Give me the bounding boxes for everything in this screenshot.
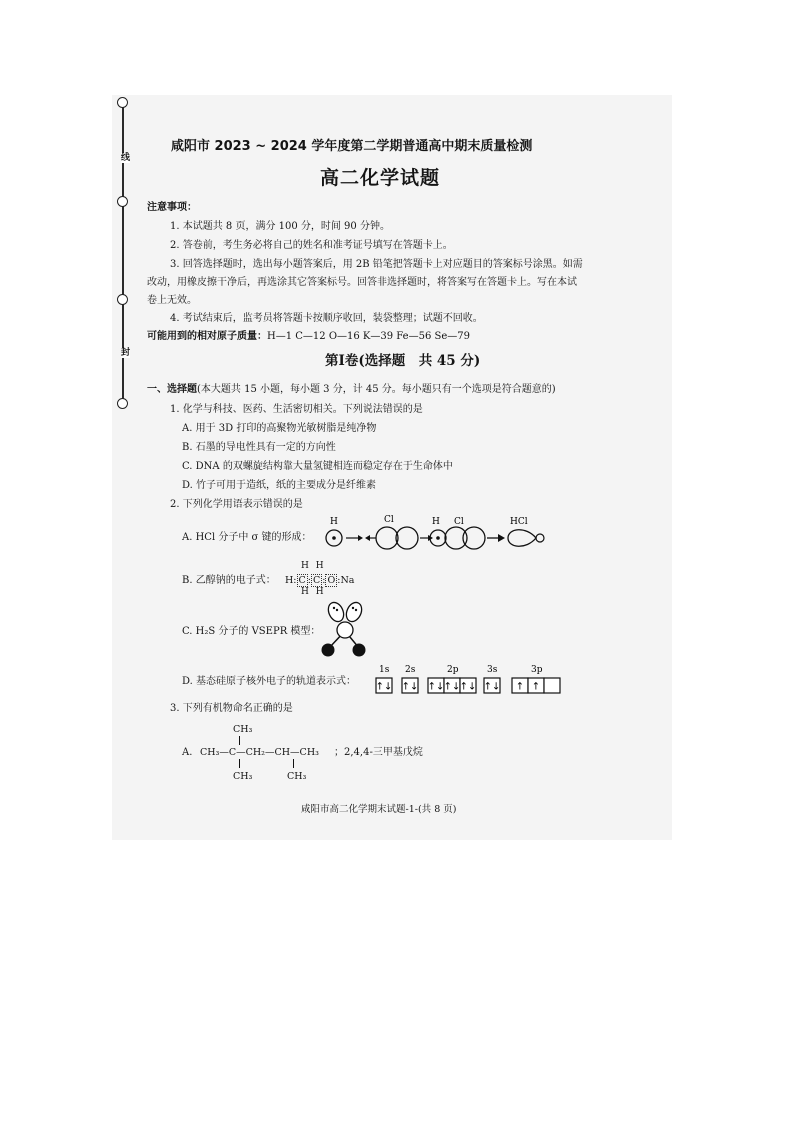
note-3-cont: 改动，用橡皮擦干净后，再选涂其它答案标号。回答非选择题时，将答案写在答题卡上。写在本试 bbox=[147, 277, 577, 288]
h2s-vsepr-model bbox=[318, 600, 374, 660]
q2-option-b: B. 乙醇钠的电子式： bbox=[182, 575, 276, 586]
binding-hole bbox=[117, 97, 128, 108]
nucleus-dot bbox=[332, 536, 336, 540]
note-3: 3. 回答选择题时，选出每小题答案后，用 2B 铅笔把答题卡上对应题目的答案标号涂黑。如需 bbox=[170, 259, 583, 270]
q2-stem: 2. 下列化学用语表示错误的是 bbox=[170, 499, 303, 510]
sodium-ethoxide-formula: H: C : C : O :Na bbox=[285, 575, 355, 586]
label-cl: Cl bbox=[384, 515, 394, 525]
exam-header: 咸阳市 2023 ~ 2024 学年度第二学期普通高中期末质量检测 bbox=[171, 139, 533, 154]
h-atom bbox=[322, 644, 335, 657]
electron-spin: ↑ bbox=[531, 681, 541, 693]
binding-line bbox=[122, 98, 124, 408]
orbital-label: 3s bbox=[487, 665, 498, 675]
binding-mark-seal: 封 bbox=[121, 348, 131, 358]
formula-top-h: H H bbox=[301, 561, 326, 571]
binding-hole bbox=[117, 294, 128, 305]
binding-hole bbox=[117, 196, 128, 207]
q1-option-a: A. 用于 3D 打印的高聚物光敏树脂是纯净物 bbox=[182, 423, 377, 434]
formula-bottom-h: H H bbox=[301, 587, 326, 597]
bond-line bbox=[239, 736, 240, 745]
label-hcl: HCl bbox=[510, 517, 528, 527]
atomic-mass-label: 可能用到的相对原子质量： bbox=[147, 331, 267, 342]
silicon-orbital-diagram bbox=[372, 662, 562, 696]
s-atom bbox=[337, 622, 353, 638]
notes-heading: 注意事项： bbox=[147, 202, 197, 213]
electron-spin: ↑↓ bbox=[427, 681, 445, 693]
section-intro-text: (本大题共 15 小题，每小题 3 分，计 45 分。每小题只有一个选项是符合题意的) bbox=[197, 384, 556, 395]
section-intro bbox=[147, 383, 556, 396]
lone-pair-lobe bbox=[325, 600, 346, 624]
label-h: H bbox=[330, 517, 338, 527]
q3-a-name: ；2,4,4-三甲基戊烷 bbox=[334, 747, 423, 758]
h-atom bbox=[353, 644, 366, 657]
orbital-box bbox=[544, 678, 560, 693]
orbital-label: 2s bbox=[405, 665, 416, 675]
note-1: 1. 本试题共 8 页，满分 100 分，时间 90 分钟。 bbox=[170, 221, 390, 232]
q2-option-d: D. 基态硅原子核外电子的轨道表示式： bbox=[182, 676, 357, 687]
electron-spin: ↑↓ bbox=[375, 681, 393, 693]
q3-option-a-label: A. bbox=[182, 747, 193, 758]
sigma-bond-diagram bbox=[318, 512, 550, 552]
label-h: H bbox=[432, 517, 440, 527]
q1-option-d: D. 竹子可用于造纸，纸的主要成分是纤维素 bbox=[182, 480, 377, 491]
binding-hole bbox=[117, 398, 128, 409]
electron-spin: ↑↓ bbox=[459, 681, 477, 693]
page-footer: 咸阳市高二化学期末试题-1-(共 8 页) bbox=[301, 804, 457, 815]
electron-spin: ↑ bbox=[515, 681, 525, 693]
label-cl: Cl bbox=[454, 517, 464, 527]
note-2: 2. 答卷前，考生务必将自己的姓名和准考证号填写在答题卡上。 bbox=[170, 240, 453, 251]
note-3-end: 卷上无效。 bbox=[147, 295, 197, 306]
q3-stem: 3. 下列有机物命名正确的是 bbox=[170, 703, 293, 714]
binding-mark-line: 线 bbox=[121, 153, 131, 163]
cl-p-lobe bbox=[376, 527, 398, 549]
electron-spin: ↑↓ bbox=[401, 681, 419, 693]
q2-option-a: A. HCl 分子中 σ 键的形成： bbox=[182, 532, 312, 543]
page-title: 高二化学试题 bbox=[320, 167, 441, 189]
q3-a-top-ch3: CH₃ bbox=[233, 724, 253, 735]
q1-stem: 1. 化学与科技、医药、生活密切相关。下列说法错误的是 bbox=[170, 404, 423, 415]
orbital-label: 3p bbox=[531, 665, 543, 675]
bond-line bbox=[293, 759, 294, 768]
orbital-label: 1s bbox=[379, 665, 390, 675]
hcl-sigma-orbital bbox=[508, 530, 536, 547]
section-intro-label: 一、选择题 bbox=[147, 384, 197, 395]
electron-spin: ↑↓ bbox=[483, 681, 501, 693]
q2-option-c: C. H₂S 分子的 VSEPR 模型： bbox=[182, 626, 321, 637]
electron-spin: ↑↓ bbox=[443, 681, 461, 693]
bond-line bbox=[239, 759, 240, 768]
q3-a-main-chain: CH₃—C—CH₂—CH—CH₃ bbox=[200, 747, 319, 758]
cl-p-lobe bbox=[396, 527, 418, 549]
q3-a-bottom-ch3: CH₃ bbox=[287, 771, 307, 782]
lone-pair-lobe bbox=[343, 600, 364, 624]
orbital-label: 2p bbox=[447, 665, 459, 675]
atomic-mass-values: H—1 C—12 O—16 K—39 Fe—56 Se—79 bbox=[267, 331, 470, 342]
q1-option-b: B. 石墨的导电性具有一定的方向性 bbox=[182, 442, 336, 453]
q3-a-bottom-ch3: CH₃ bbox=[233, 771, 253, 782]
note-4: 4. 考试结束后，监考员将答题卡按顺序收回，装袋整理；试题不回收。 bbox=[170, 313, 483, 324]
q1-option-c: C. DNA 的双螺旋结构靠大量氢键相连而稳定存在于生命体中 bbox=[182, 461, 453, 472]
atomic-mass-line bbox=[147, 330, 470, 343]
section-title: 第Ⅰ卷(选择题 共 45 分) bbox=[325, 353, 481, 369]
